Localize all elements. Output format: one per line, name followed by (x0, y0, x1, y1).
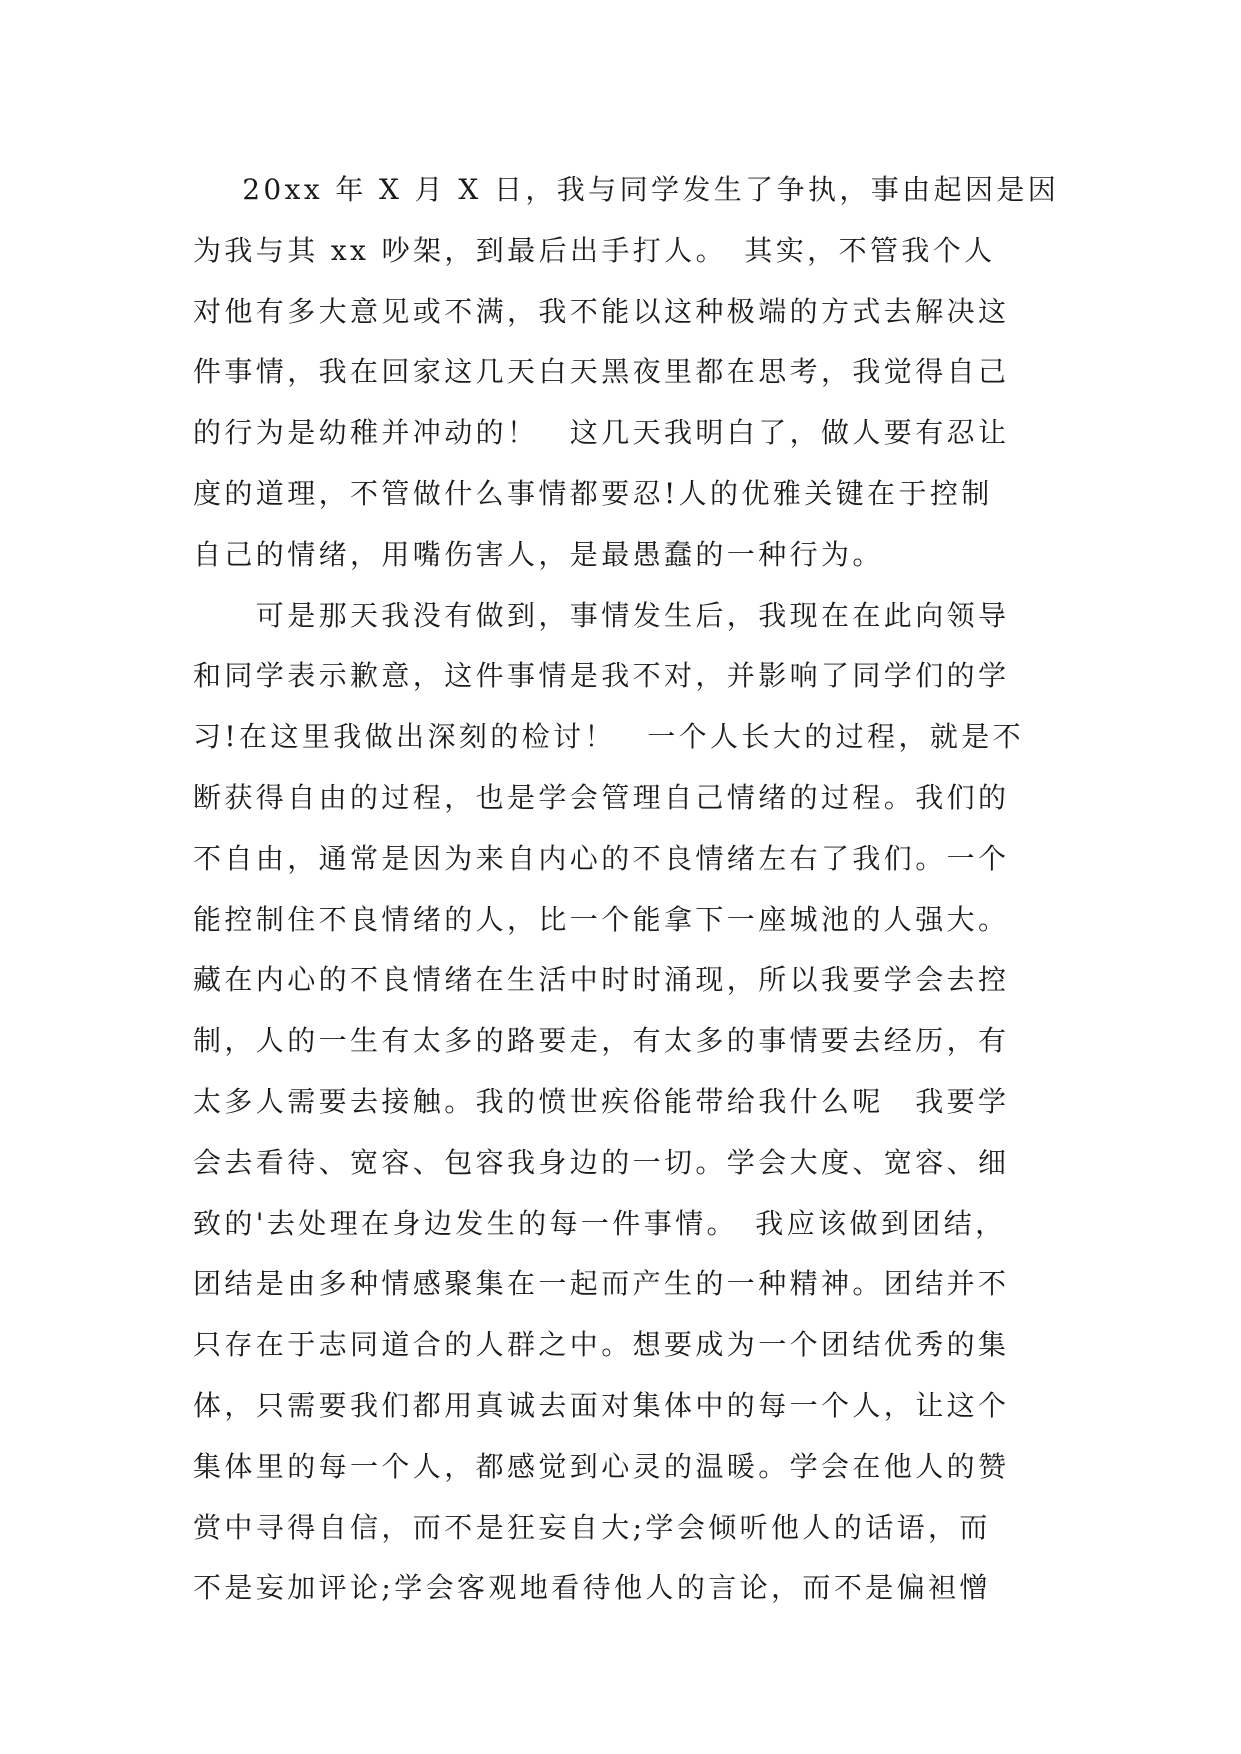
text-line: 自己的情绪，用嘴伤害人，是最愚蠢的一种行为。 (193, 537, 884, 571)
text-line: 度的道理，不管做什么事情都要忍!人的优雅关键在于控制 (193, 476, 993, 510)
text-line: 不自由，通常是因为来自内心的不良情绪左右了我们。一个 (193, 841, 1010, 875)
text-line: 太多人需要去接触。我的愤世疾俗能带给我什么呢 我要学 (193, 1084, 1010, 1118)
text-line: 断获得自由的过程，也是学会管理自己情绪的过程。我们的 (193, 780, 1010, 814)
text-line: 的行为是幼稚并冲动的！ 这几天我明白了，做人要有忍让 (193, 416, 1010, 450)
text-line: 赏中寻得自信，而不是狂妄自大;学会倾听他人的话语，而 (193, 1510, 991, 1544)
text-line: 件事情，我在回家这几天白天黑夜里都在思考，我觉得自己 (193, 355, 1010, 389)
text-line: 团结是由多种情感聚集在一起而产生的一种精神。团结并不 (193, 1267, 1010, 1301)
text-line: 对他有多大意见或不满，我不能以这种极端的方式去解决这 (193, 294, 1010, 328)
text-line: 习!在这里我做出深刻的检讨！ 一个人长大的过程，就是不 (193, 720, 1025, 754)
text-line: 制，人的一生有太多的路要走，有太多的事情要去经历，有 (193, 1024, 1010, 1058)
text-line: 藏在内心的不良情绪在生活中时时涌现，所以我要学会去控 (193, 963, 1010, 997)
text-line: 只存在于志同道合的人群之中。想要成为一个团结优秀的集 (193, 1328, 1010, 1362)
text-line: 会去看待、宽容、包容我身边的一切。学会大度、宽容、细 (193, 1145, 1010, 1179)
text-line: 和同学表示歉意，这件事情是我不对，并影响了同学们的学 (193, 659, 1010, 693)
text-line: 20xx 年 X 月 X 日，我与同学发生了争执，事由起因是因 (193, 173, 1060, 206)
text-line: 为我与其 xx 吵架，到最后出手打人。 其实，不管我个人 (193, 233, 996, 267)
body-text (193, 160, 1073, 1619)
text-line: 致的'去处理在身边发生的每一件事情。 我应该做到团结， (193, 1206, 1007, 1240)
text-line: 集体里的每一个人，都感觉到心灵的温暖。学会在他人的赞 (193, 1449, 1010, 1483)
text-line: 不是妄加评论;学会客观地看待他人的言论，而不是偏袒憎 (193, 1571, 991, 1605)
text-line: 体，只需要我们都用真诚去面对集体中的每一个人，让这个 (193, 1388, 1010, 1422)
text-line: 能控制住不良情绪的人，比一个能拿下一座城池的人强大。 (193, 902, 1010, 936)
text-line: 可是那天我没有做到，事情发生后，我现在在此向领导 (193, 598, 1010, 632)
